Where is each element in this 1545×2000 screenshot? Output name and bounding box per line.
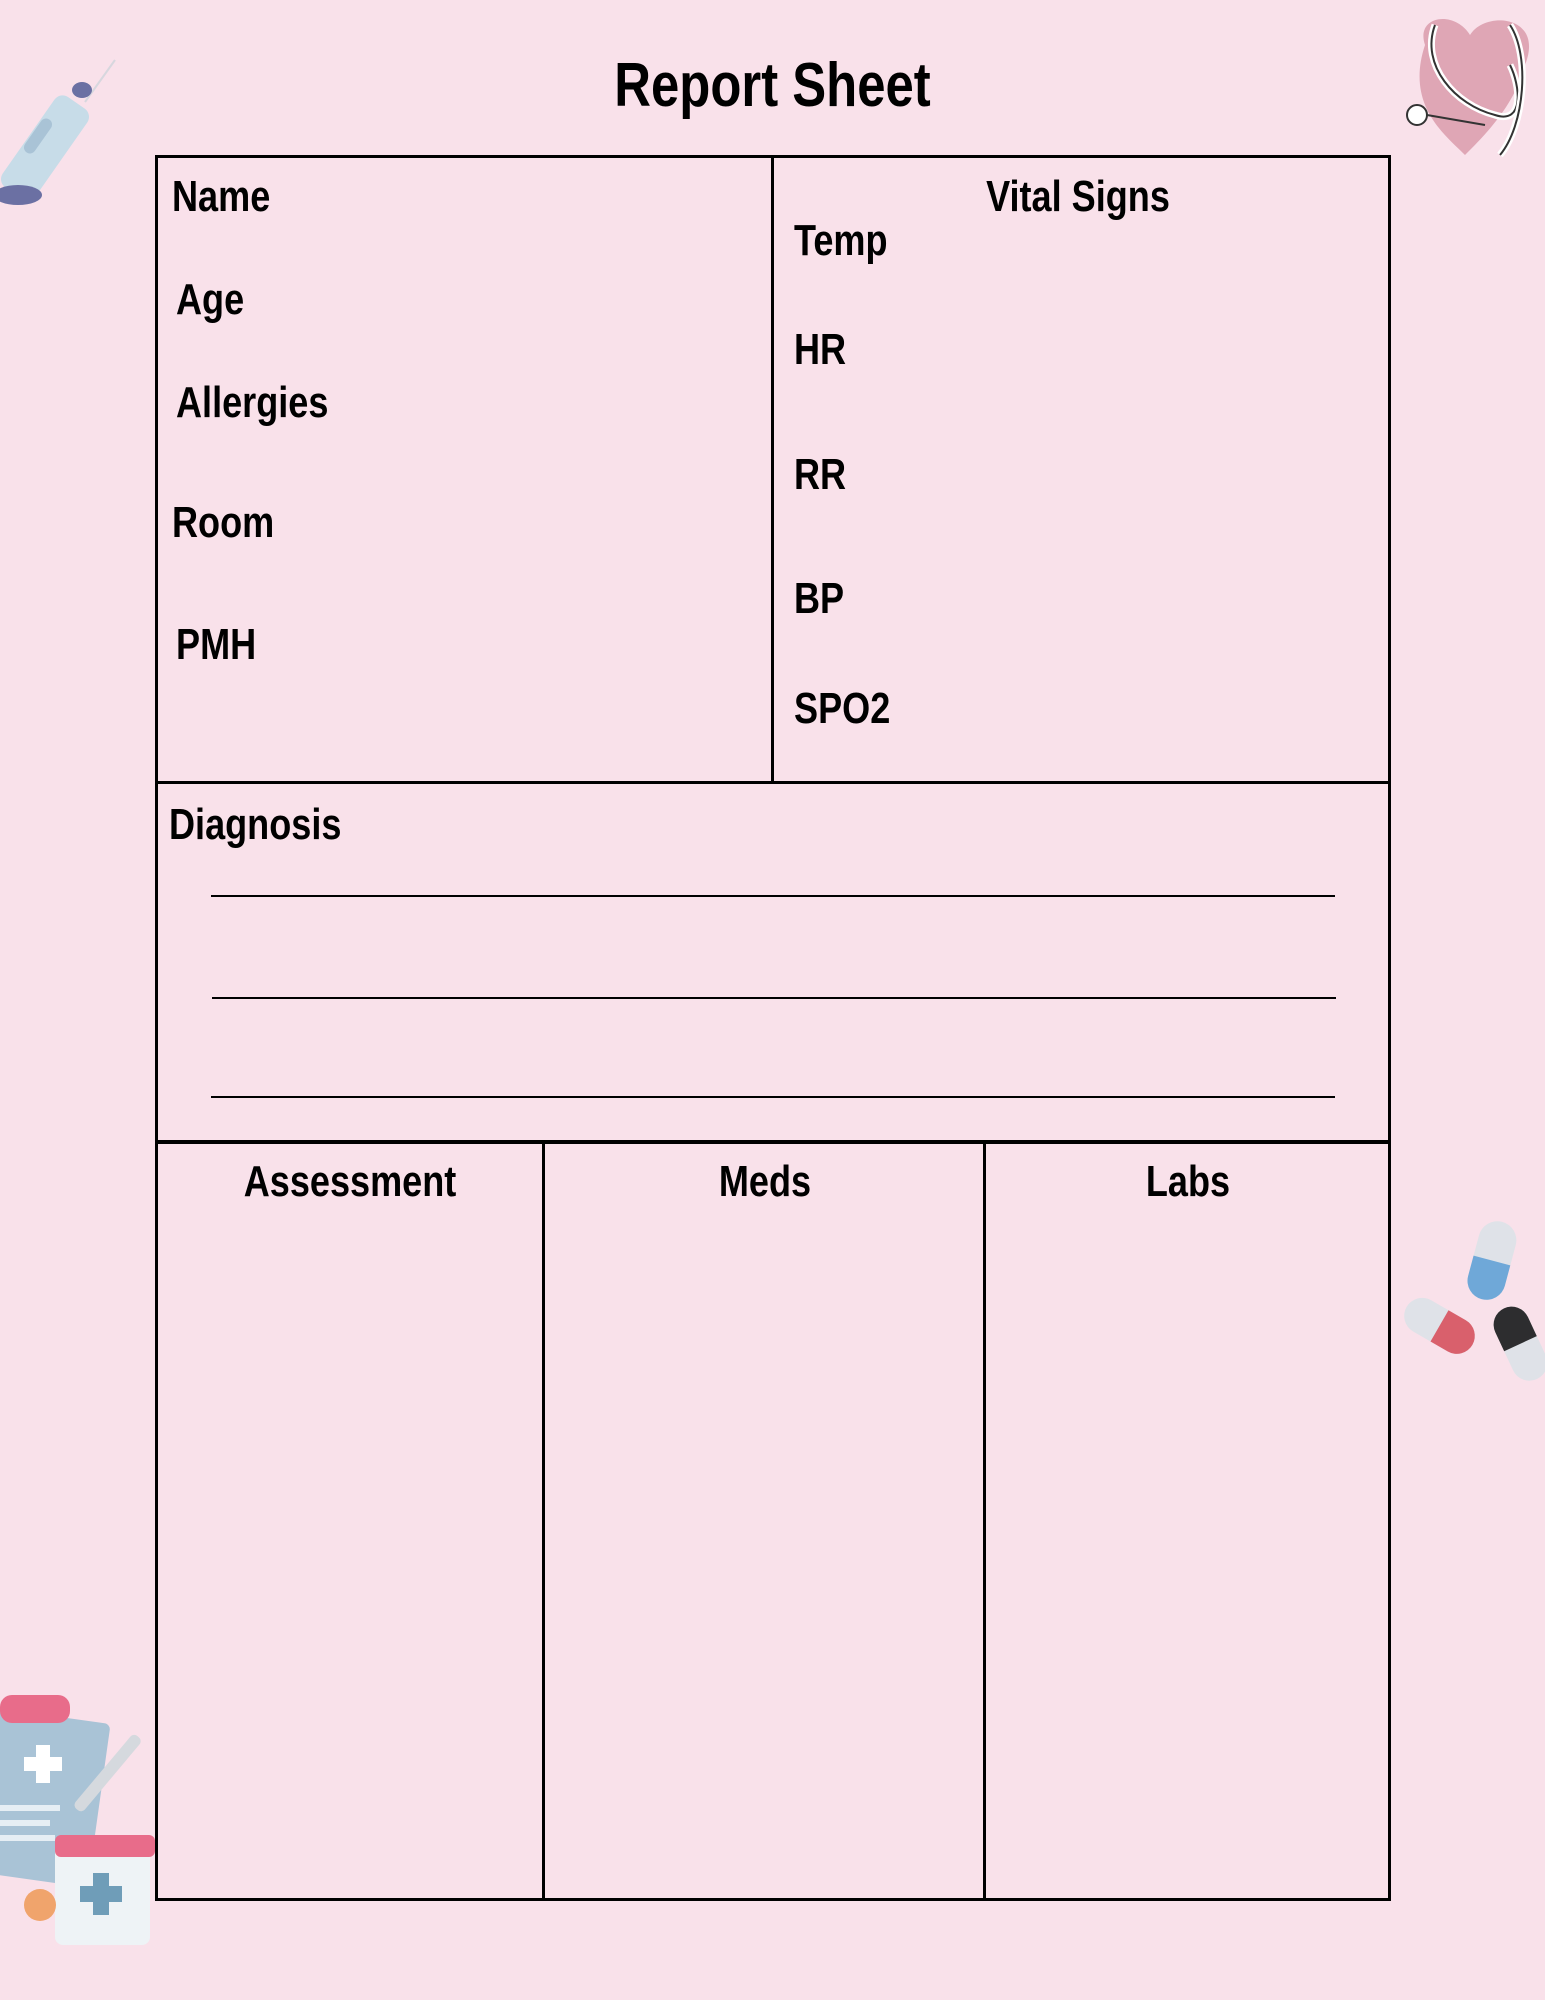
assessment-heading: Assessment [243,1157,457,1206]
age-label: Age [176,275,245,324]
top-section-divider [157,781,1389,784]
hr-label: HR [794,325,847,374]
name-label: Name [172,172,271,221]
diagnosis-heading: Diagnosis [169,800,342,849]
bp-label: BP [794,574,845,623]
diagnosis-line [211,1096,1335,1098]
spo2-label: SPO2 [794,684,891,733]
stethoscope-icon [1395,5,1545,175]
top-column-divider [771,157,774,784]
vital-signs-heading: Vital Signs [986,172,1170,221]
allergies-label: Allergies [176,378,329,427]
meds-labs-divider [983,1144,986,1899]
rr-label: RR [794,450,847,499]
labs-heading: Labs [1145,1157,1231,1206]
diagnosis-line [212,997,1336,999]
room-label: Room [172,498,275,547]
page-title: Report Sheet [614,51,931,120]
diagnosis-line [211,895,1335,897]
assessment-meds-divider [542,1144,545,1899]
diagnosis-section-divider [157,1140,1389,1144]
temp-label: Temp [794,216,888,265]
syringe-icon [0,30,120,230]
pmh-label: PMH [176,620,257,669]
medical-clipboard-icon [0,1685,160,1945]
pills-icon [1395,1215,1545,1390]
meds-heading: Meds [718,1157,812,1206]
